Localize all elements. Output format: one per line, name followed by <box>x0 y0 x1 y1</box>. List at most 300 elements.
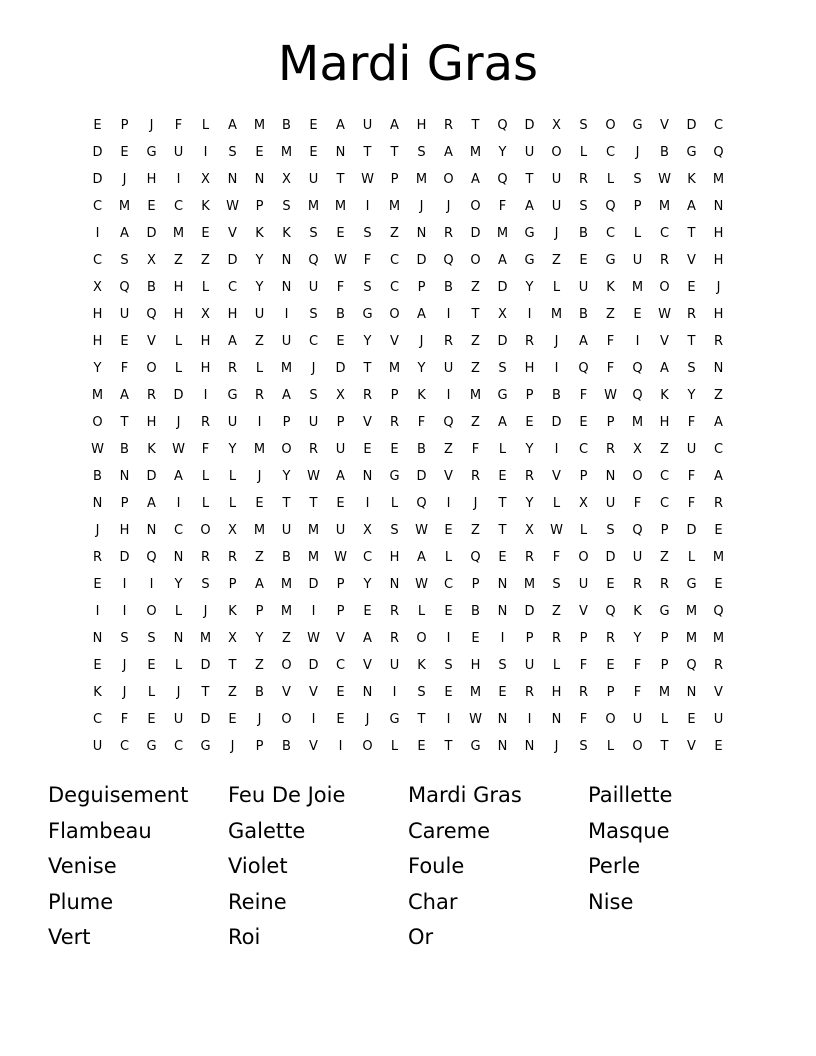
grid-letter: E <box>498 469 507 484</box>
grid-letter: E <box>579 253 588 268</box>
grid-letter: E <box>93 118 102 133</box>
grid-letter: R <box>200 550 211 565</box>
grid-letter: F <box>120 361 129 376</box>
grid-letter: N <box>605 469 616 484</box>
grid-letter: I <box>554 361 559 376</box>
grid-letter: J <box>149 118 154 133</box>
grid-letter: P <box>390 172 399 187</box>
grid-letter: N <box>416 226 427 241</box>
grid-letter: D <box>200 712 211 727</box>
grid-letter: U <box>362 118 373 133</box>
grid-letter: R <box>524 334 535 349</box>
grid-letter: R <box>308 442 319 457</box>
grid-letter: F <box>579 712 588 727</box>
word-list-item: Or <box>408 925 434 949</box>
grid-letter: T <box>363 145 372 160</box>
grid-letter: W <box>658 172 671 187</box>
grid-letter: E <box>336 496 345 511</box>
grid-letter: W <box>334 253 347 268</box>
grid-letter: D <box>146 226 157 241</box>
grid-letter: D <box>200 658 211 673</box>
grid-letter: X <box>228 631 237 646</box>
grid-letter: Y <box>525 442 534 457</box>
grid-letter: F <box>633 658 642 673</box>
grid-letter: M <box>631 280 644 295</box>
grid-letter: P <box>120 496 129 511</box>
grid-letter: K <box>417 388 426 403</box>
grid-letter: E <box>93 658 102 673</box>
grid-letter: D <box>605 550 616 565</box>
grid-letter: R <box>659 253 670 268</box>
grid-letter: A <box>687 199 696 214</box>
grid-letter: M <box>307 199 320 214</box>
grid-letter: I <box>95 604 100 619</box>
grid-letter: G <box>389 469 400 484</box>
grid-letter: T <box>525 172 534 187</box>
grid-letter: L <box>417 604 426 619</box>
grid-letter: K <box>228 604 237 619</box>
grid-letter: V <box>714 685 723 700</box>
grid-letter: K <box>147 442 156 457</box>
grid-letter: C <box>443 577 454 592</box>
grid-letter: O <box>200 523 211 538</box>
grid-letter: A <box>579 334 588 349</box>
grid-letter: N <box>362 685 373 700</box>
grid-letter: U <box>335 442 346 457</box>
grid-letter: M <box>388 361 401 376</box>
grid-letter: F <box>633 685 642 700</box>
grid-letter: Q <box>146 307 157 322</box>
grid-letter: Y <box>255 631 264 646</box>
grid-letter: T <box>390 145 399 160</box>
grid-letter: N <box>173 550 184 565</box>
grid-letter: Z <box>660 550 669 565</box>
grid-letter: T <box>471 118 480 133</box>
grid-letter: K <box>606 280 615 295</box>
grid-letter: R <box>389 604 400 619</box>
page-title: Mardi Gras <box>277 36 539 92</box>
grid-letter: Y <box>687 388 696 403</box>
grid-letter: B <box>147 280 156 295</box>
grid-letter: U <box>335 523 346 538</box>
grid-letter: P <box>660 631 669 646</box>
grid-letter: P <box>120 118 129 133</box>
grid-letter: G <box>686 577 697 592</box>
grid-letter: Z <box>390 226 399 241</box>
grid-letter: R <box>605 442 616 457</box>
word-list-item: Violet <box>228 854 288 878</box>
grid-letter: W <box>307 469 320 484</box>
grid-letter: S <box>417 145 426 160</box>
grid-letter: D <box>92 172 103 187</box>
grid-letter: C <box>713 118 724 133</box>
grid-letter: E <box>336 712 345 727</box>
grid-letter: N <box>173 631 184 646</box>
grid-letter: T <box>417 712 426 727</box>
grid-letter: I <box>257 415 262 430</box>
grid-letter: N <box>335 145 346 160</box>
grid-letter: H <box>713 307 724 322</box>
grid-letter: M <box>496 226 509 241</box>
grid-letter: R <box>659 577 670 592</box>
word-list-item: Galette <box>228 818 306 843</box>
grid-letter: L <box>444 550 453 565</box>
grid-letter: C <box>173 199 184 214</box>
grid-row <box>84 301 734 328</box>
grid-letter: G <box>470 739 481 754</box>
grid-letter: T <box>660 739 669 754</box>
grid-letter: D <box>119 550 130 565</box>
grid-letter: I <box>446 388 451 403</box>
grid-letter: J <box>122 172 127 187</box>
grid-letter: B <box>552 388 561 403</box>
grid-letter: K <box>201 199 210 214</box>
grid-letter: U <box>173 712 184 727</box>
grid-letter: C <box>605 145 616 160</box>
grid-letter: F <box>579 388 588 403</box>
grid-letter: R <box>524 550 535 565</box>
grid-letter: H <box>173 280 184 295</box>
grid-letter: U <box>281 334 292 349</box>
grid-letter: D <box>524 604 535 619</box>
grid-letter: L <box>255 361 264 376</box>
grid-row <box>84 220 734 247</box>
grid-letter: E <box>147 712 156 727</box>
grid-letter: R <box>443 334 454 349</box>
grid-letter: Z <box>471 334 480 349</box>
grid-letter: J <box>554 739 559 754</box>
grid-letter: Z <box>471 415 480 430</box>
grid-letter: I <box>527 712 532 727</box>
grid-letter: R <box>578 172 589 187</box>
grid-letter: L <box>687 550 696 565</box>
grid-letter: K <box>255 226 264 241</box>
grid-letter: T <box>498 523 507 538</box>
grid-letter: O <box>578 550 589 565</box>
grid-letter: U <box>92 739 103 754</box>
grid-letter: M <box>91 388 104 403</box>
grid-letter: P <box>471 577 480 592</box>
word-list-item: Careme <box>408 818 491 843</box>
word-list-item: Foule <box>408 854 465 878</box>
grid-letter: Q <box>713 604 724 619</box>
grid-letter: O <box>281 712 292 727</box>
grid-letter: U <box>578 577 589 592</box>
grid-letter: Z <box>255 550 264 565</box>
grid-letter: N <box>713 199 724 214</box>
grid-row <box>84 490 734 517</box>
grid-letter: K <box>417 658 426 673</box>
grid-letter: P <box>417 280 426 295</box>
grid-letter: T <box>309 496 318 511</box>
grid-letter: X <box>201 307 210 322</box>
grid-letter: U <box>227 415 238 430</box>
word-list-item: Nise <box>588 889 634 914</box>
grid-letter: Y <box>93 361 102 376</box>
grid-row <box>84 652 734 679</box>
grid-letter: B <box>282 550 291 565</box>
grid-letter: V <box>579 604 588 619</box>
grid-letter: V <box>660 118 669 133</box>
grid-letter: J <box>203 604 208 619</box>
grid-letter: T <box>687 226 696 241</box>
grid-letter: H <box>173 307 184 322</box>
grid-letter: M <box>280 604 293 619</box>
grid-letter: A <box>228 334 237 349</box>
grid-letter: W <box>172 442 185 457</box>
grid-letter: E <box>147 199 156 214</box>
grid-letter: T <box>336 172 345 187</box>
grid-letter: S <box>498 658 507 673</box>
grid-letter: E <box>390 442 399 457</box>
grid-letter: D <box>335 361 346 376</box>
grid-letter: H <box>146 172 157 187</box>
grid-letter: M <box>658 685 671 700</box>
grid-letter: I <box>446 712 451 727</box>
grid-letter: V <box>552 469 561 484</box>
grid-letter: B <box>120 442 129 457</box>
grid-letter: S <box>579 739 588 754</box>
grid-letter: H <box>92 307 103 322</box>
word-list-item: Flambeau <box>48 818 152 843</box>
grid-letter: P <box>525 631 534 646</box>
grid-letter: T <box>228 658 237 673</box>
grid-letter: C <box>119 739 130 754</box>
grid-letter: C <box>92 199 103 214</box>
grid-letter: S <box>498 361 507 376</box>
grid-letter: J <box>257 469 262 484</box>
grid-letter: S <box>417 685 426 700</box>
grid-row <box>84 409 734 436</box>
grid-letter: C <box>362 550 373 565</box>
grid-letter: I <box>527 307 532 322</box>
grid-letter: Y <box>174 577 183 592</box>
grid-letter: J <box>122 658 127 673</box>
grid-letter: O <box>362 739 373 754</box>
grid-letter: A <box>228 118 237 133</box>
grid-letter: E <box>147 658 156 673</box>
grid-letter: L <box>633 226 642 241</box>
grid-letter: E <box>525 415 534 430</box>
grid-letter: Z <box>444 442 453 457</box>
grid-letter: E <box>255 496 264 511</box>
grid-letter: K <box>282 226 291 241</box>
grid-letter: B <box>336 307 345 322</box>
grid-letter: M <box>712 172 725 187</box>
grid-letter: W <box>226 199 239 214</box>
word-list <box>48 778 768 956</box>
grid-letter: I <box>365 199 370 214</box>
grid-letter: E <box>714 577 723 592</box>
grid-row <box>84 382 734 409</box>
grid-letter: P <box>633 199 642 214</box>
grid-letter: I <box>446 631 451 646</box>
grid-letter: H <box>200 334 211 349</box>
grid-letter: C <box>308 334 319 349</box>
grid-letter: J <box>419 199 424 214</box>
grid-letter: D <box>497 280 508 295</box>
grid-letter: A <box>282 388 291 403</box>
grid-letter: A <box>714 469 723 484</box>
grid-letter: M <box>469 388 482 403</box>
grid-letter: O <box>443 172 454 187</box>
word-list-item: Perle <box>588 854 641 878</box>
grid-letter: P <box>282 415 291 430</box>
grid-letter: D <box>524 118 535 133</box>
grid-row <box>84 598 734 625</box>
grid-letter: L <box>660 712 669 727</box>
grid-letter: Y <box>255 253 264 268</box>
grid-letter: E <box>633 307 642 322</box>
grid-letter: F <box>687 415 696 430</box>
grid-letter: E <box>687 712 696 727</box>
grid-letter: M <box>307 523 320 538</box>
grid-letter: I <box>554 442 559 457</box>
grid-letter: G <box>659 604 670 619</box>
grid-letter: E <box>579 415 588 430</box>
grid-letter: I <box>203 145 208 160</box>
grid-letter: I <box>203 388 208 403</box>
grid-letter: M <box>253 442 266 457</box>
grid-letter: Q <box>497 172 508 187</box>
grid-letter: P <box>660 523 669 538</box>
grid-letter: R <box>713 658 724 673</box>
grid-letter: I <box>284 307 289 322</box>
grid-letter: E <box>309 145 318 160</box>
grid-letter: K <box>633 604 642 619</box>
grid-letter: F <box>363 253 372 268</box>
grid-letter: E <box>606 658 615 673</box>
grid-letter: P <box>579 631 588 646</box>
grid-letter: Q <box>686 658 697 673</box>
grid-letter: Q <box>713 145 724 160</box>
grid-letter: A <box>498 415 507 430</box>
grid-letter: T <box>201 685 210 700</box>
grid-row <box>84 355 734 382</box>
grid-letter: W <box>658 307 671 322</box>
grid-letter: Y <box>255 280 264 295</box>
grid-letter: O <box>659 280 670 295</box>
grid-letter: Q <box>119 280 130 295</box>
grid-letter: W <box>469 712 482 727</box>
grid-row <box>84 625 734 652</box>
grid-letter: Z <box>660 442 669 457</box>
grid-row <box>84 679 734 706</box>
grid-letter: A <box>417 307 426 322</box>
grid-letter: V <box>444 469 453 484</box>
grid-letter: B <box>417 442 426 457</box>
grid-letter: A <box>336 118 345 133</box>
grid-letter: L <box>201 496 210 511</box>
grid-letter: C <box>578 442 589 457</box>
grid-letter: N <box>497 577 508 592</box>
grid-letter: U <box>551 172 562 187</box>
grid-letter: D <box>416 253 427 268</box>
grid-letter: I <box>392 685 397 700</box>
grid-letter: L <box>174 658 183 673</box>
grid-letter: A <box>498 253 507 268</box>
grid-letter: E <box>309 118 318 133</box>
grid-letter: P <box>606 685 615 700</box>
grid-letter: N <box>524 739 535 754</box>
grid-letter: J <box>176 685 181 700</box>
grid-letter: S <box>282 199 291 214</box>
grid-letter: M <box>280 361 293 376</box>
grid-row <box>84 166 734 193</box>
grid-letter: H <box>551 685 562 700</box>
grid-letter: N <box>713 361 724 376</box>
grid-letter: W <box>91 442 104 457</box>
grid-letter: R <box>470 469 481 484</box>
grid-letter: R <box>713 496 724 511</box>
word-list-item: Roi <box>228 925 261 949</box>
grid-letter: W <box>415 523 428 538</box>
grid-letter: S <box>363 226 372 241</box>
grid-letter: H <box>524 361 535 376</box>
grid-letter: A <box>120 226 129 241</box>
grid-row <box>84 274 734 301</box>
grid-letter: P <box>255 604 264 619</box>
grid-letter: H <box>92 334 103 349</box>
grid-letter: F <box>606 361 615 376</box>
grid-letter: O <box>470 253 481 268</box>
grid-letter: S <box>390 523 399 538</box>
grid-letter: U <box>389 658 400 673</box>
grid-letter: F <box>687 469 696 484</box>
grid-letter: Y <box>498 145 507 160</box>
grid-letter: J <box>176 415 181 430</box>
grid-letter: L <box>606 739 615 754</box>
grid-letter: F <box>498 199 507 214</box>
grid-letter: J <box>716 280 721 295</box>
grid-row <box>84 544 734 571</box>
grid-letter: E <box>363 442 372 457</box>
grid-letter: Z <box>606 307 615 322</box>
grid-letter: Q <box>146 550 157 565</box>
grid-letter: H <box>659 415 670 430</box>
grid-letter: Y <box>363 334 372 349</box>
grid-letter: Y <box>417 361 426 376</box>
grid-letter: A <box>714 415 723 430</box>
grid-letter: D <box>470 226 481 241</box>
grid-letter: Y <box>525 496 534 511</box>
grid-letter: C <box>659 226 670 241</box>
grid-letter: G <box>497 388 508 403</box>
grid-letter: Q <box>497 118 508 133</box>
grid-row <box>84 706 734 733</box>
grid-letter: R <box>389 631 400 646</box>
grid-letter: E <box>120 334 129 349</box>
grid-letter: O <box>605 118 616 133</box>
grid-letter: Z <box>201 253 210 268</box>
grid-letter: J <box>365 712 370 727</box>
grid-letter: L <box>498 442 507 457</box>
grid-letter: E <box>606 577 615 592</box>
grid-letter: R <box>551 631 562 646</box>
grid-letter: Y <box>633 631 642 646</box>
grid-letter: A <box>336 469 345 484</box>
grid-letter: G <box>227 388 238 403</box>
grid-letter: N <box>281 253 292 268</box>
grid-letter: N <box>362 469 373 484</box>
grid-letter: E <box>228 712 237 727</box>
grid-letter: L <box>552 496 561 511</box>
grid-letter: R <box>713 334 724 349</box>
grid-letter: V <box>309 685 318 700</box>
grid-letter: Q <box>605 604 616 619</box>
grid-letter: U <box>308 172 319 187</box>
word-list-item: Vert <box>48 925 91 949</box>
